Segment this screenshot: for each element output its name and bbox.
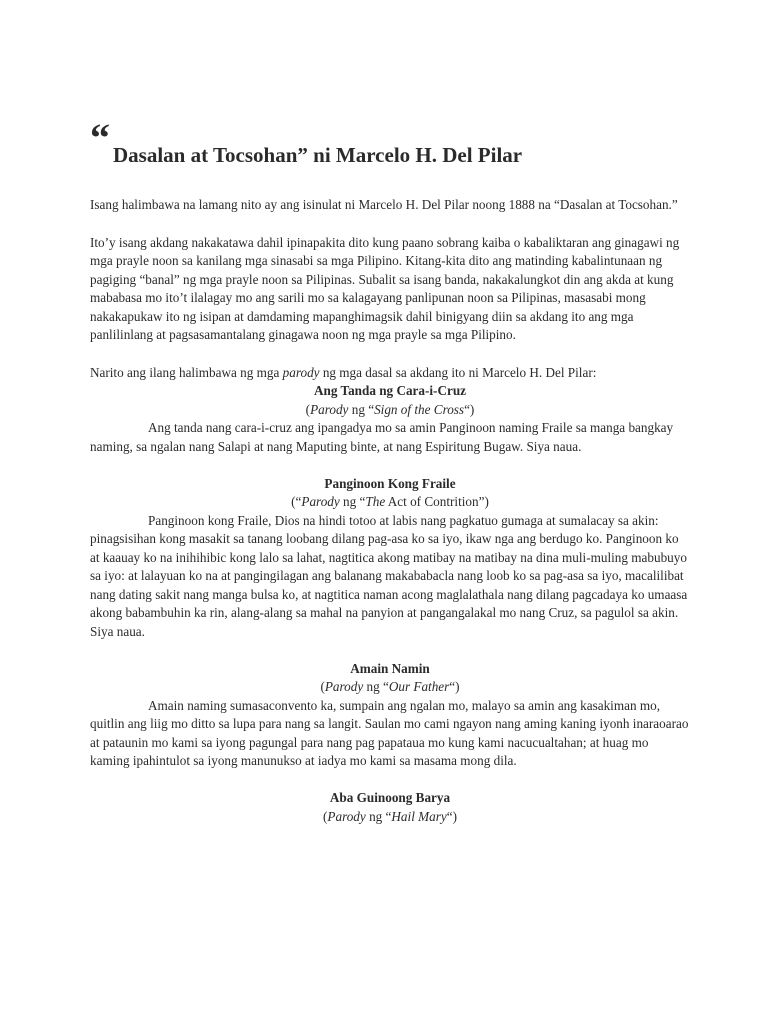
parody-word: Parody <box>310 401 349 417</box>
ng-word: ng “ <box>365 808 392 824</box>
opening-quote-mark: “ <box>90 115 110 160</box>
description-paragraph: Ito’y isang akdang nakakatawa dahil ipinapakita dito kung paano sobrang kaiba o kabaliktaran ang ginagawi ng mga prayle noon sa kanilang mga sinasabi sa mga Pilipino. Kitang-kita dito ang matinding kabalintunaan ng pagiging “banal” ng mga prayle noon sa Pilipinas. Subalit sa isang banda, nakakalungkot din ang akda at kung mababasa mo ito’t ilalagay mo ang sarili mo sa kalagayang panlipunan noon sa Pilipinas, masasabi mong nakakapukaw ito ng isipan at damdaming mapanghimagsik dahil binigyang diin sa akdang ito ang mga panlilinlang at pagsasamantalang ginagawa noon ng mga prayle sa mga Pilipino. <box>90 234 680 342</box>
original-prayer-rest: Act of Contrition <box>385 494 479 509</box>
parody-body: Amain naming sumasaconvento ka, sumpain ang ngalan mo, malayo sa amin ang kasakiman mo, quitlin ang liig mo ditto sa lupa para nang sa langit. Saulan mo cami ngayon nang aming kaning iyonh inaraoarao at pataunin mo kami sa iyong pagungal para nang pag papataua mo kung kami nacucualtahan; at huag mo kaming ipahintulot sa iyong manunukso at iadya mo kami sa masama mong dila. <box>90 697 689 768</box>
parody-word: Parody <box>327 808 366 824</box>
intro-paragraph: Isang halimbawa na lamang nito ay ang isinulat ni Marcelo H. Del Pilar noong 1888 na “Dasalan at Tocsohan.” <box>90 197 678 212</box>
parody-title: Ang Tanda ng Cara-i-Cruz <box>313 383 467 398</box>
parody-title: Aba Guinoong Barya <box>329 790 451 805</box>
ng-word: ng “ <box>339 494 366 509</box>
spacer <box>90 771 690 790</box>
paren-open: ( <box>305 401 311 417</box>
examples-intro-emphasis: parody <box>282 364 320 380</box>
parody-word: Parody <box>301 494 340 509</box>
document-title: Dasalan at Tocsohan” ni Marcelo H. Del Pilar <box>113 143 523 167</box>
parody-subtitle <box>90 678 690 697</box>
parody-title: Amain Namin <box>350 660 430 676</box>
parody-subtitle <box>90 493 690 512</box>
paren-open: ( <box>320 679 325 694</box>
parody-word: Parody <box>324 679 364 694</box>
paren-close: “) <box>464 401 475 417</box>
spacer <box>90 456 690 475</box>
parody-subtitle <box>90 401 690 420</box>
paren-close: ”) <box>478 494 489 509</box>
paren-close: “) <box>446 808 457 824</box>
original-prayer: The <box>365 494 386 509</box>
spacer <box>90 641 690 660</box>
parody-title: Panginoon Kong Fraile <box>324 475 456 491</box>
original-prayer: Sign of the Cross <box>374 401 465 417</box>
examples-intro-before: Narito ang ilang halimbawa ng mga <box>90 364 283 380</box>
paren-open: (“ <box>291 494 302 509</box>
examples-intro-after: ng mga dasal sa akdang ito ni Marcelo H. Del Pilar: <box>319 364 597 380</box>
parody-subtitle <box>90 808 690 827</box>
examples-intro <box>90 364 690 383</box>
ng-word: ng “ <box>363 679 389 694</box>
paren-open: ( <box>323 808 328 824</box>
original-prayer: Our Father <box>388 679 450 694</box>
parody-body: Panginoon kong Fraile, Dios na hindi totoo at labis nang pagkatuo gumaga at sumalacay sa akin: pinagsisihan kong masakit sa tanang loobang dilang pag-asa ko sa iyo, ikaw nga ang berdugo ko. Panginoon ko at kaauay ko na inihihibic kong lalo sa lahat, nagtitica akong matibay na matibay na dina muli-muling mabubuyo sa iyo: at lalayuan ko na at pangingilagan ang balanang makababacla nang loob ko sa pag-asa sa iyo, macalilibat nang dating sakit nang manga bulsa ko, at nagtitica naman acong maglalathala nang dilang pagcadaya ko umaasa akong babambuhin ka rin, alang-alang sa mahal na panyion at pangangalakal mo nang Cruz, sa pagulol sa akin. Siya naua. <box>90 512 688 639</box>
ng-word: ng “ <box>348 401 375 417</box>
parody-body: Ang tanda nang cara-i-cruz ang ipangadya mo sa amin Panginoon naming Fraile sa manga bangkay naming, sa ngalan nang Salapi at nang Maputing binte, at nang Espiritung Bugaw. Siya naua. <box>90 420 674 454</box>
paren-close: “) <box>449 679 460 694</box>
document-body <box>90 196 690 826</box>
original-prayer: Hail Mary <box>391 808 447 824</box>
